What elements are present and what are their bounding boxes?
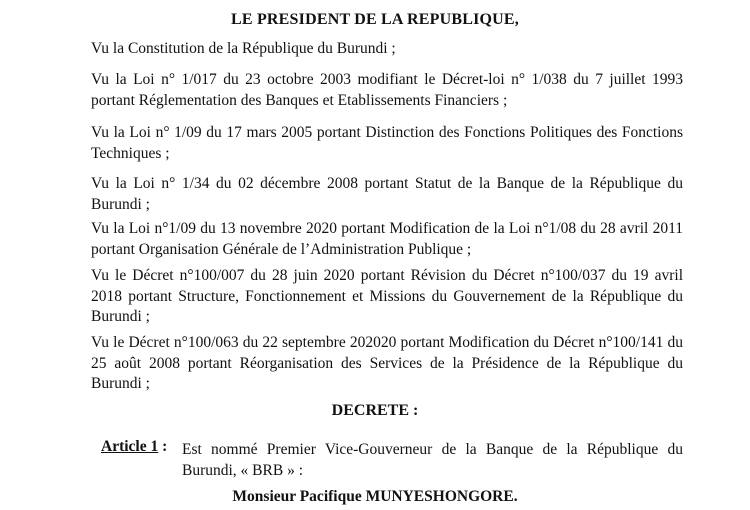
document-title: LE PRESIDENT DE LA REPUBLIQUE, [231,11,519,28]
consideration-constitution: Vu la Constitution de la République du Burundi ; [91,40,396,57]
nominee-prefix: Monsieur Pacifique [232,488,366,505]
decree-heading: DECRETE : [331,402,419,419]
consideration-decret-100-007: Vu le Décret n°100/007 du 28 juin 2020 portant Révision du Décret n°100/037 du 19 avril 2018 portant Structure, Fonctionnement et Missions du Gouvernement de la République du Burundi ; [91,267,683,325]
consideration-loi-1-09-2005: Vu la Loi n° 1/09 du 17 mars 2005 portant Distinction des Fonctions Politiques des Fonctions Techniques ; [91,124,683,162]
article-1-text: Est nommé Premier Vice-Gouverneur de la Banque de la République du Burundi, « BRB » : [182,441,683,479]
article-1-label-text: Article 1 [101,438,159,455]
consideration-decret-100-063: Vu le Décret n°100/063 du 22 septembre 202020 portant Modification du Décret n°100/141 du 25 août 2008 portant Réorganisation des Services de la Présidence de la République du Burundi ; [91,334,683,392]
article-1-separator: : [158,438,168,455]
nominee-name [0,488,750,506]
article-1-label [101,437,167,458]
nominee-surname: MUNYESHONGORE. [365,488,518,505]
consideration-loi-1-09-2020: Vu la Loi n°1/09 du 13 novembre 2020 portant Modification de la Loi n°1/08 du 28 avril 2011 portant Organisation Générale de l’Administration Publique ; [91,220,683,258]
consideration-loi-1-34: Vu la Loi n° 1/34 du 02 décembre 2008 portant Statut de la Banque de la République du Burundi ; [91,175,683,213]
consideration-loi-1-017: Vu la Loi n° 1/017 du 23 octobre 2003 modifiant le Décret-loi n° 1/038 du 7 juillet 1993 portant Réglementation des Banques et Etablissements Financiers ; [91,71,683,109]
